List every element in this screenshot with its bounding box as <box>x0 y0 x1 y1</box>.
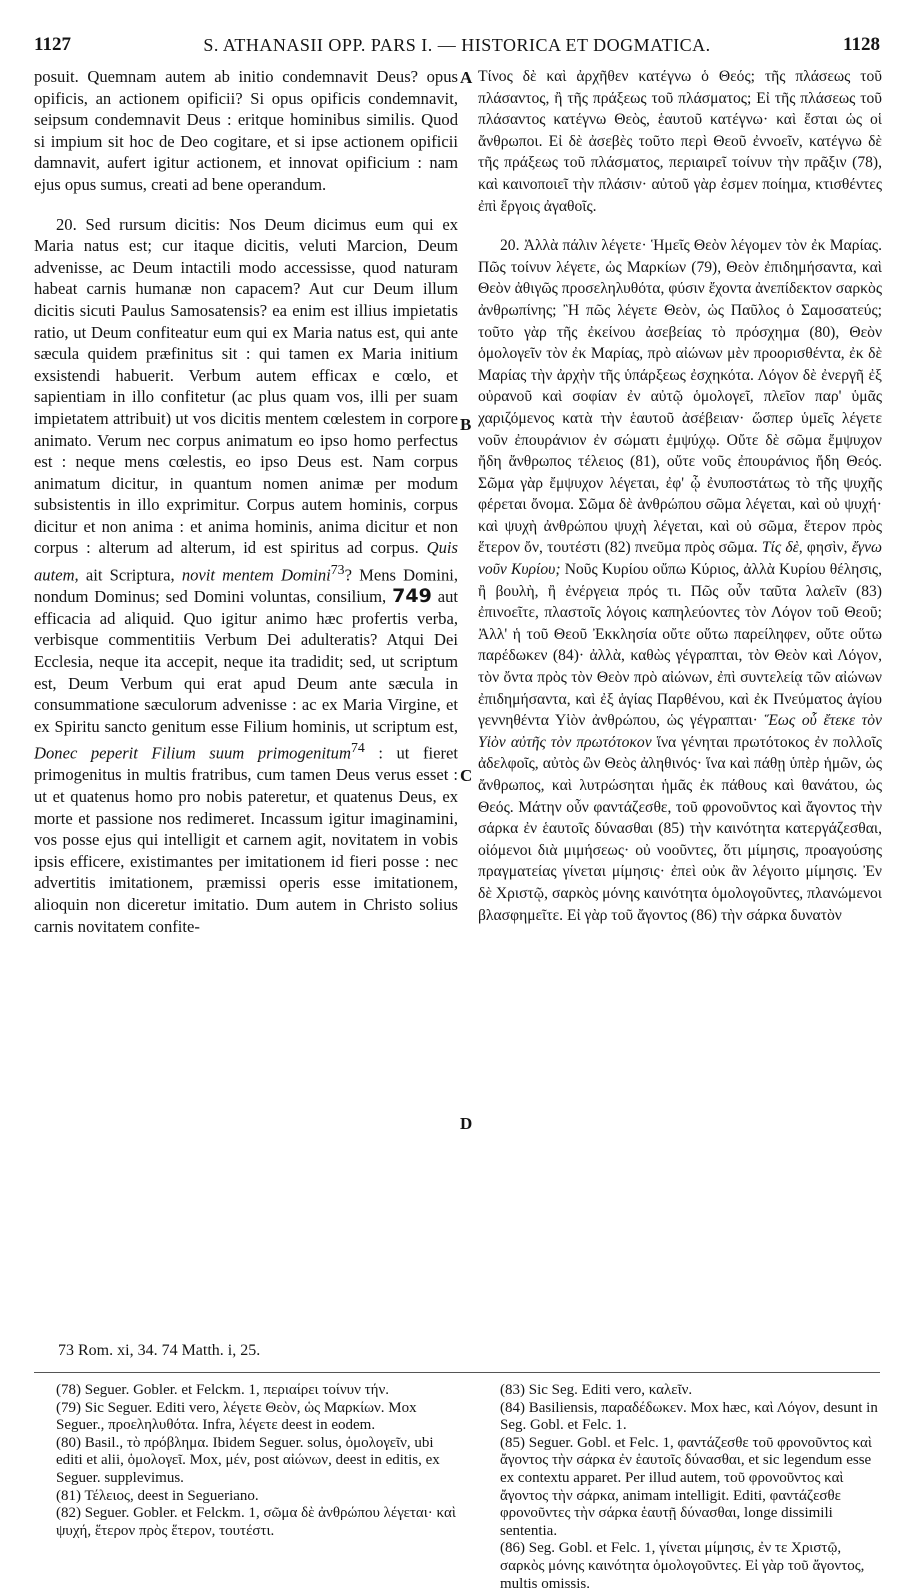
footnote-ref: 74 <box>350 740 365 756</box>
greek-quote: ἔγνω νοῦν Κυρίου; <box>478 539 883 579</box>
greek-text: φησὶν, <box>806 539 848 557</box>
greek-quote: Τίς δὲ, <box>761 539 803 557</box>
greek-paragraph-20 <box>478 235 882 926</box>
footnote-81: (81) Τέλειος, deest in Segueriano. <box>56 1487 259 1504</box>
footnotes-right <box>500 1382 882 1593</box>
latin-quote: novit mentem Domini <box>181 565 331 585</box>
footnote-86: (86) Seg. Gobl. et Felc. 1, γίνεται μίμησις, ἐν τε Χριστῷ, σαρκὸς μόνης καινότητα ὁμολογοῦντες. Εἰ γὰρ τοῦ ἄγοντος, multis omissis. <box>500 1540 865 1592</box>
latin-paragraph-20 <box>34 214 458 938</box>
footnote-80: (80) Basil., τὸ πρόβλημα. Ibidem Seguer. solus, ὁμολογεῖν, ubi editi et alii, ὁμολογεῖ. Mox, μέν, post αἰώνων, deest in editis, ex Seguer. supplevimus. <box>56 1434 440 1486</box>
latin-text: 20. Sed rursum dicitis: Nos Deum dicimus eum qui ex Maria natus est; cur itaque dicitis, veluti Marcion, Deum advenisse, ac Deum intactili modo accessisse, quod naturam habeat carnis humanæ non capacem? Aut cur Deum illum dicitis sicuti Paulus Samosatensis? ea enim est illius impietatis ratio, ut Deum confiteatur eum qui ex Maria natus est, qui ante sæcula quidem præfinitus sit : qui tamen ex Maria initium exsistendi habuerit. Verbum autem efficax e cœlo, et sapientiam in illo confitetur (ac plus quam vos, illi per suam impietatem attribuit) ut vos dicitis mentem cœlestem in corpore animato. Verum nec corpus animatum eo ipso homo perfectus est : neque mens cœlestis, eo ipso Deus est. Nam corpus animatum dicitur, in quantum nomen animæ per modum subsistentis in illo exprimitur. Corpus autem hominis, corpus dicitur et non anima : et anima hominis, anima dicitur et non corpus : alterum ad alterum, id est spiritus ad corpus. <box>34 214 458 558</box>
margin-letter-a: A <box>460 68 473 87</box>
footnote-82: (82) Seguer. Gobler. et Felckm. 1, σῶμα δὲ ἀνθρώπου λέγεται· καὶ ψυχή, ἕτερον πρὸς ἕτερον, τουτέστι. <box>56 1505 456 1539</box>
margin-letter-d: D <box>460 1114 473 1133</box>
latin-text: aut efficacia ad aliquid. Quo igitur animo hæc profertis verba, verbisque commentitiis Verbum Dei adulteratis? Atqui Dei Ecclesia, neque ita accepit, neque ita tradidit; sed, ut scriptum est, Deum Verbum qui erat apud Deum ante sæcula in consummatione sæculorum advenisse : ac ex Maria Virgine, et ex Spiritu sancto genitum esse Filium hominis, ut scriptum est, <box>34 587 458 736</box>
greek-text: ἵνα γένηται πρωτότοκος ἐν πολλοῖς ἀδελφοῖς, αὐτὸς ὢν Θεὸς ἀληθινός· ἵνα καὶ πάθῃ ὑπὲρ ἡμῶν, ὡς ἄνθρωπος, καὶ λυτρώσηται ἡμᾶς ἐκ πάθους καὶ θανάτου, ὡς Θεός. Μάτην οὖν φαντάζεσθε, τοῦ φρονοῦντος καὶ ἄγοντος τὴν σάρκα ἐν ἑαυτοῖς δύνασθαι (85) τὴν καινότητα κατεργάζεσθαι, οἰόμενοι διὰ μιμήσεως· οὐ νοοῦντες, ὅτι μίμησις, προαγούσης πραγματείας γίνεται μίμησις· ἐπεὶ οὐκ ἂν λέγοιτο μίμησις. Ἐν δὲ Χριστῷ, σαρκὸς μόνης καινότητα ὁμολογοῦντες, πλανώμενοι βλασφημεῖτε. Εἰ γὰρ τοῦ ἄγοντος (86) τὴν σάρκα δυνατὸν <box>478 733 882 924</box>
margin-letter-c: C <box>460 766 473 785</box>
page-number-left: 1127 <box>34 34 71 55</box>
greek-column <box>478 66 882 926</box>
footnote-78: (78) Seguer. Gobler. et Felckm. 1, περιαίρει τοίνυν τήν. <box>56 1382 390 1398</box>
footnote-85: (85) Seguer. Gobl. et Felc. 1, φαντάζεσθε τοῦ φρονοῦντος καὶ ἄγοντος τὴν σάρκα ἐν ἑαυτοῖς δύνασθαι, et sic legendum esse ex contextu apparet. Per illud autem, τοῦ φρονοῦντος καὶ ἄγοντος τὴν σάρκα, animam intelligit. Editi, φαντάζεσθε φρονοῦντες τὴν σάρκα ἑαυτῇ δύνασθαι, longe dissimili sententia. <box>500 1434 872 1539</box>
column-number: 749 <box>392 585 432 608</box>
running-title: S. ATHANASII OPP. PARS I. — HISTORICA ET DOGMATICA. <box>203 35 711 55</box>
greek-text: Νοῦς Κυρίου οὔπω Κύριος, ἀλλὰ Κυρίου θέλησις, ἢ βουλὴ, ἢ ἐνέργεια πρός τι. Πῶς οὖν ταῦτα λαλεῖν (83) ἐπινοεῖτε, πλαστοῖς λόγοις καπηλεύοντες τὸν Λόγον τοῦ Θεοῦ; Ἀλλ' ἡ τοῦ Θεοῦ Ἐκκλησία οὔτε οὕτω παρείληφεν, οὔτε οὕτω παρέδωκεν (84)· ἀλλὰ, καθὼς γέγραπται, τὸν Θεὸν καὶ Λόγον, τὸν ὄντα πρὸς τὸν Θεὸν πρὸ αἰώνων, ἐπὶ συντελείᾳ τῶν αἰώνων ἐπιδημήσαντα, καὶ ἐξ ἁγίας Παρθένου, καὶ ἐκ Πνεύματος ἁγίου γεννηθέντα Υἱὸν ἀνθρώπου, ὡς γέγραπται· <box>478 561 883 730</box>
page-header <box>34 34 880 60</box>
greek-paragraph-1: Τίνος δὲ καὶ ἀρχῆθεν κατέγνω ὁ Θεός; τῆς πλάσεως τοῦ πλάσαντος, ἢ τῆς πράξεως τοῦ πλάσματος; Εἰ τῆς πλάσεως τοῦ πλάσαντος κατέγνω Θεὸς, ἑαυτοῦ κατέγνω· καὶ ἔσται ὡς οἱ ἄνθρωποι. Εἰ δὲ ἀσεβὲς τοῦτο περὶ Θεοῦ ἐννοεῖν, κατέγνω δὲ τῆς πράξεως τοῦ πλάσματος, περιαιρεῖ τοίνυν τὴν πρᾶξιν (78), καὶ καινοποιεῖ τὴν πλάσιν· αὐτοῦ γὰρ ἐσμεν ποίημα, κτισθέντες ἐπὶ ἔργοις ἀγαθοῖς. <box>478 68 882 215</box>
greek-text: 20. Ἀλλὰ πάλιν λέγετε· Ἡμεῖς Θεὸν λέγομεν τὸν ἐκ Μαρίας. Πῶς τοίνυν λέγετε, ὡς Μαρκίων (79), Θεὸν ἐπιδημήσαντα, καὶ Θεὸν ἀθιγῶς προσεληλυθότα, φύσιν ἔχοντα ἀνεπίδεκτον σαρκὸς ἀνθρωπίνης; Ἢ πῶς λέγετε Θεὸν, ὡς Παῦλος ὁ Σαμοσατεύς; τοῦτο γὰρ τῆς ἐκείνου ἀσεβείας τὸ πρόσχημα (80), Θεὸν ὁμολογεῖν τὸν ἐκ Μαρίας, πρὸ αἰώνων μὲν προορισθέντα, ἐκ δὲ Μαρίας τὴν ἀρχὴν τῆς ὑπάρξεως ἐσχηκότα. Λόγον δὲ ἐνεργῆ ἐξ οὐρανοῦ καὶ σοφίαν ἐν αὐτῷ ὁμολογεῖ, πλεῖον παρ' ὑμᾶς χαριζόμενος κατὰ τὴν ἑαυτοῦ ἀσέβειαν· ὥσπερ ὑμεῖς λέγετε νοῦν ἐπουράνιον ἐν σώματι ἐμψύχῳ. Οὔτε δὲ σῶμα ἔμψυχον ἤδη ἄνθρωπος τέλειος (81), οὔτε νοῦς ἐπουράνιος ἤδη Θεός. Σῶμα γὰρ ἔμψυχον λέγεται, ἐφ' ᾧ ἐνυποστάτως τὸ τῆς ψυχῆς φέρεται ὄνομα. Σῶμα δὲ ἀνθρώπου σῶμα λέγεται, καὶ οὐ ψυχή· καὶ ψυχὴ ἀνθρώπου ψυχὴ λέγεται, καὶ οὐ σῶμα, ἕτερον πρὸς ἕτερον ὄν, τουτέστι (82) πνεῦμα πρὸς σῶμα. <box>478 237 882 557</box>
greek-quote: Ἕως οὗ ἔτεκε τὸν Υἱὸν αὐτῆς τὸν πρωτότοκον <box>478 712 882 751</box>
footnotes-left <box>56 1382 458 1540</box>
latin-quote: Donec peperit Filium suum primogenitum <box>34 743 351 763</box>
latin-text: : ut fieret primogenitus in multis fratribus, cum tamen Deus verus esset : ut et quatenus homo pro nobis pateretur, et quatenus Deus, ex morte et passione nos redimeret. Incassum igitur imaginamini, vos posse ejus qui intelligit et carnem agit, novitatem in vobis ipsis efficere, existimantes per imitationem id fieri posse : nec advertitis imitationem, præmissi operis esse imitationem, alioquin non diceretur imitatio. Dum autem in Christo solius carnis novitatem confite- <box>34 743 458 936</box>
footnote-84: (84) Basiliensis, παραδέδωκεν. Mox hæc, καὶ Λόγον, desunt in Seg. Gobl. et Felc. 1. <box>500 1399 878 1434</box>
scripture-references: 73 Rom. xi, 34. 74 Matth. i, 25. <box>58 1342 261 1359</box>
footnote-ref: 73 <box>330 562 345 578</box>
latin-quote: Quis autem, <box>34 538 458 585</box>
page-number-right: 1128 <box>843 34 880 55</box>
margin-letter-b: B <box>460 415 472 434</box>
footnote-83: (83) Sic Seg. Editi vero, καλεῖν. <box>500 1382 693 1398</box>
latin-paragraph-1: posuit. Quemnam autem ab initio condemnavit Deus? opus opificis, an actionem opificii? Si opus opificis condemnavit, seipsum condemnavit Deus : eritque hominibus similis. Quod si impium sit hoc de Deo cogitare, et si ipse actionem opificii damnavit, aufert igitur actionem, et innovat opificium : nam ejus opus sumus, creati ad bene operandum. <box>34 67 458 194</box>
latin-text: ait Scriptura, <box>85 565 175 585</box>
footnote-rule <box>34 1372 880 1373</box>
latin-column <box>34 66 458 937</box>
footnote-79: (79) Sic Seguer. Editi vero, λέγετε Θεὸν, ὡς Μαρκίων. Mox Seguer., προεληλυθότα. Infra, λέγετε deest in eodem. <box>56 1399 417 1434</box>
latin-text: ? Mens Domini, nondum Dominus; sed Domini voluntas, consilium, <box>34 565 459 607</box>
